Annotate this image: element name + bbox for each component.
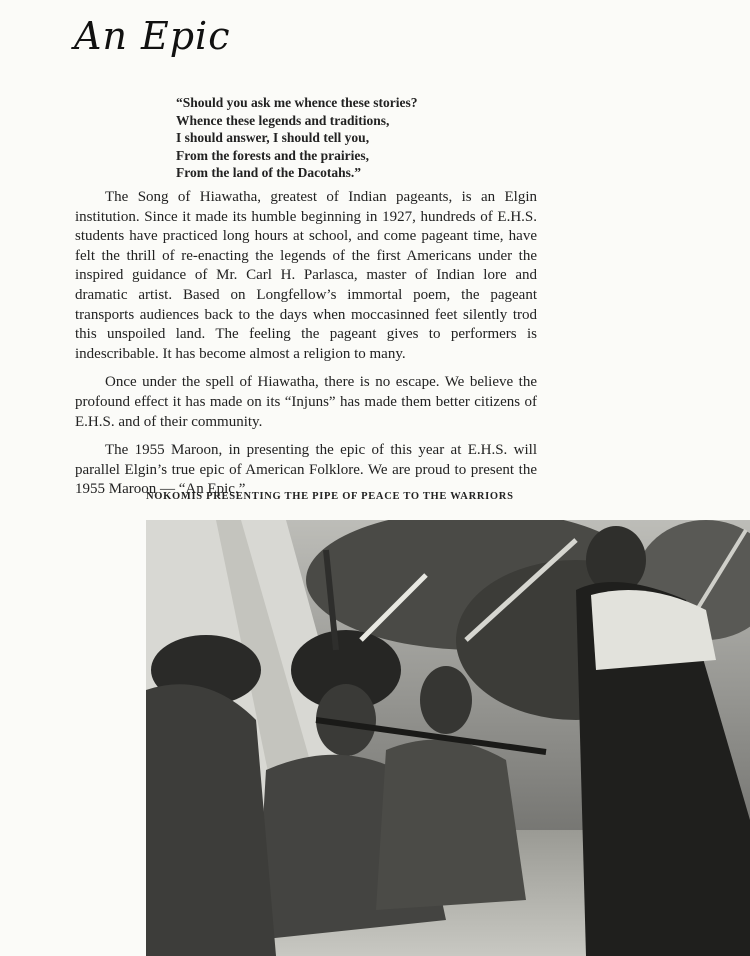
page-title: An Epic <box>74 14 231 58</box>
quote-line: I should answer, I should tell you, <box>176 130 370 145</box>
body-paragraph: The 1955 Maroon, in presenting the epic of this year at E.H.S. will parallel Elgin’s true epic of American Folklore. We are proud to present the 1955 Maroon — “An Epic.” <box>75 442 537 498</box>
warrior-figure <box>420 666 472 734</box>
pageant-photo <box>146 520 750 956</box>
photo-caption: NOKOMIS PRESENTING THE PIPE OF PEACE TO THE WARRIORS <box>146 491 514 502</box>
pageant-photo-illustration <box>146 520 750 956</box>
body-paragraph: Once under the spell of Hiawatha, there is no escape. We believe the profound effect it has made on its “Injuns” has made them better citizens of E.H.S. and of their community. <box>75 374 537 430</box>
body-paragraph: The Song of Hiawatha, greatest of Indian pageants, is an Elgin institution. Since it made its humble beginning in 1927, hundreds of E.H.S. students have practiced long hours at school, and come pageant time, have felt the thrill of re-enacting the legends of the first Americans under the inspired guidance of Mr. Carl H. Parlasca, master of Indian lore and dramatic artist. Based on Longfellow’s immortal poem, the pageant transports audiences back to the days when moccasinned feet silently trod this unspoiled land. The feeling the pageant gives to performers is indescribable. It has become almost a religion to many. <box>75 189 537 362</box>
poem-quote <box>176 94 596 182</box>
quote-line: From the forests and the prairies, <box>176 147 369 163</box>
quote-line: Whence these legends and traditions, <box>176 112 390 128</box>
body-text <box>75 188 537 509</box>
quote-line: “Should you ask me whence these stories? <box>176 95 418 110</box>
quote-line: From the land of the Dacotahs.” <box>176 165 361 180</box>
